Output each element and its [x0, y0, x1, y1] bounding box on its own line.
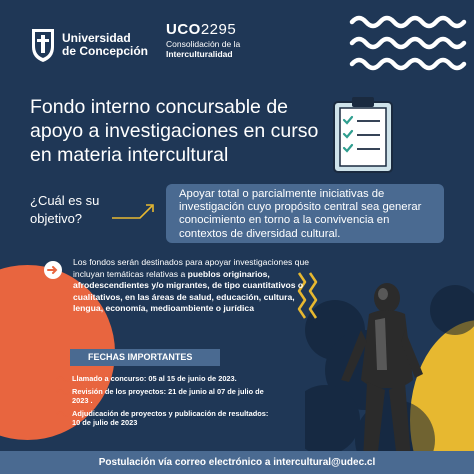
udec-name [62, 32, 148, 58]
uco-logo [166, 22, 266, 59]
funding-intro: Los fondos serán destinados para apoyar investigaciones que incluyan temáticas relativas a [73, 257, 310, 279]
date-item [72, 374, 272, 384]
dates-heading: FECHAS IMPORTANTES [70, 349, 220, 366]
uco-number: 2295 [200, 21, 237, 38]
funding-description [73, 257, 323, 315]
udec-line2: de Concepción [62, 44, 149, 58]
date-item-text: Adjudicación de proyectos y publicación de resultados: 10 de julio de 2023 [72, 408, 269, 427]
shield-icon [30, 27, 56, 63]
wave-bullet-icon [56, 387, 70, 395]
date-item [72, 387, 272, 406]
uco-prefix: UCO [166, 21, 201, 38]
uco-sub-line1: Consolidación de la [166, 39, 241, 49]
udec-line1: Universidad [62, 31, 131, 45]
page-title: Fondo interno concursable de apoyo a investigaciones en curso en materia intercultural [30, 96, 319, 166]
udec-logo [30, 24, 155, 66]
wave-bullet-icon [56, 409, 70, 417]
uco-title [166, 22, 266, 38]
funding-topics: pueblos originarios, afrodescendientes y/o migrantes, de tipo cuantitativos o cualitativos, en las áreas de salud, educación, cultura, lengua, economía, medioambiente o jurídica [73, 268, 304, 314]
arrow-right-icon [110, 200, 160, 222]
statue-photo [305, 270, 474, 474]
waves-decoration-icon [348, 12, 468, 74]
objective-question: ¿Cuál es su objetivo? [30, 193, 100, 226]
objective-answer: Apoyar total o parcialmente iniciativas de investigación cuyo propósito central sea generar conocimiento en torno a la convivencia en contextos de diversidad cultural. [166, 184, 444, 243]
application-footer: Postulación vía correo electrónico a intercultural@udec.cl [0, 451, 474, 474]
dates-list [72, 374, 272, 431]
arrow-bullet-icon [44, 261, 62, 279]
uco-sub-line2: Interculturalidad [166, 49, 233, 59]
date-item-text: Llamado a concurso: 05 al 15 de junio de 2023. [72, 374, 237, 383]
uco-subtitle [166, 39, 266, 59]
date-item-text: Revisión de los proyectos: 21 de junio al 07 de julio de 2023 . [72, 386, 264, 405]
wave-bullet-icon [56, 374, 70, 382]
date-item [72, 409, 272, 428]
clipboard-checklist-icon [330, 94, 396, 174]
